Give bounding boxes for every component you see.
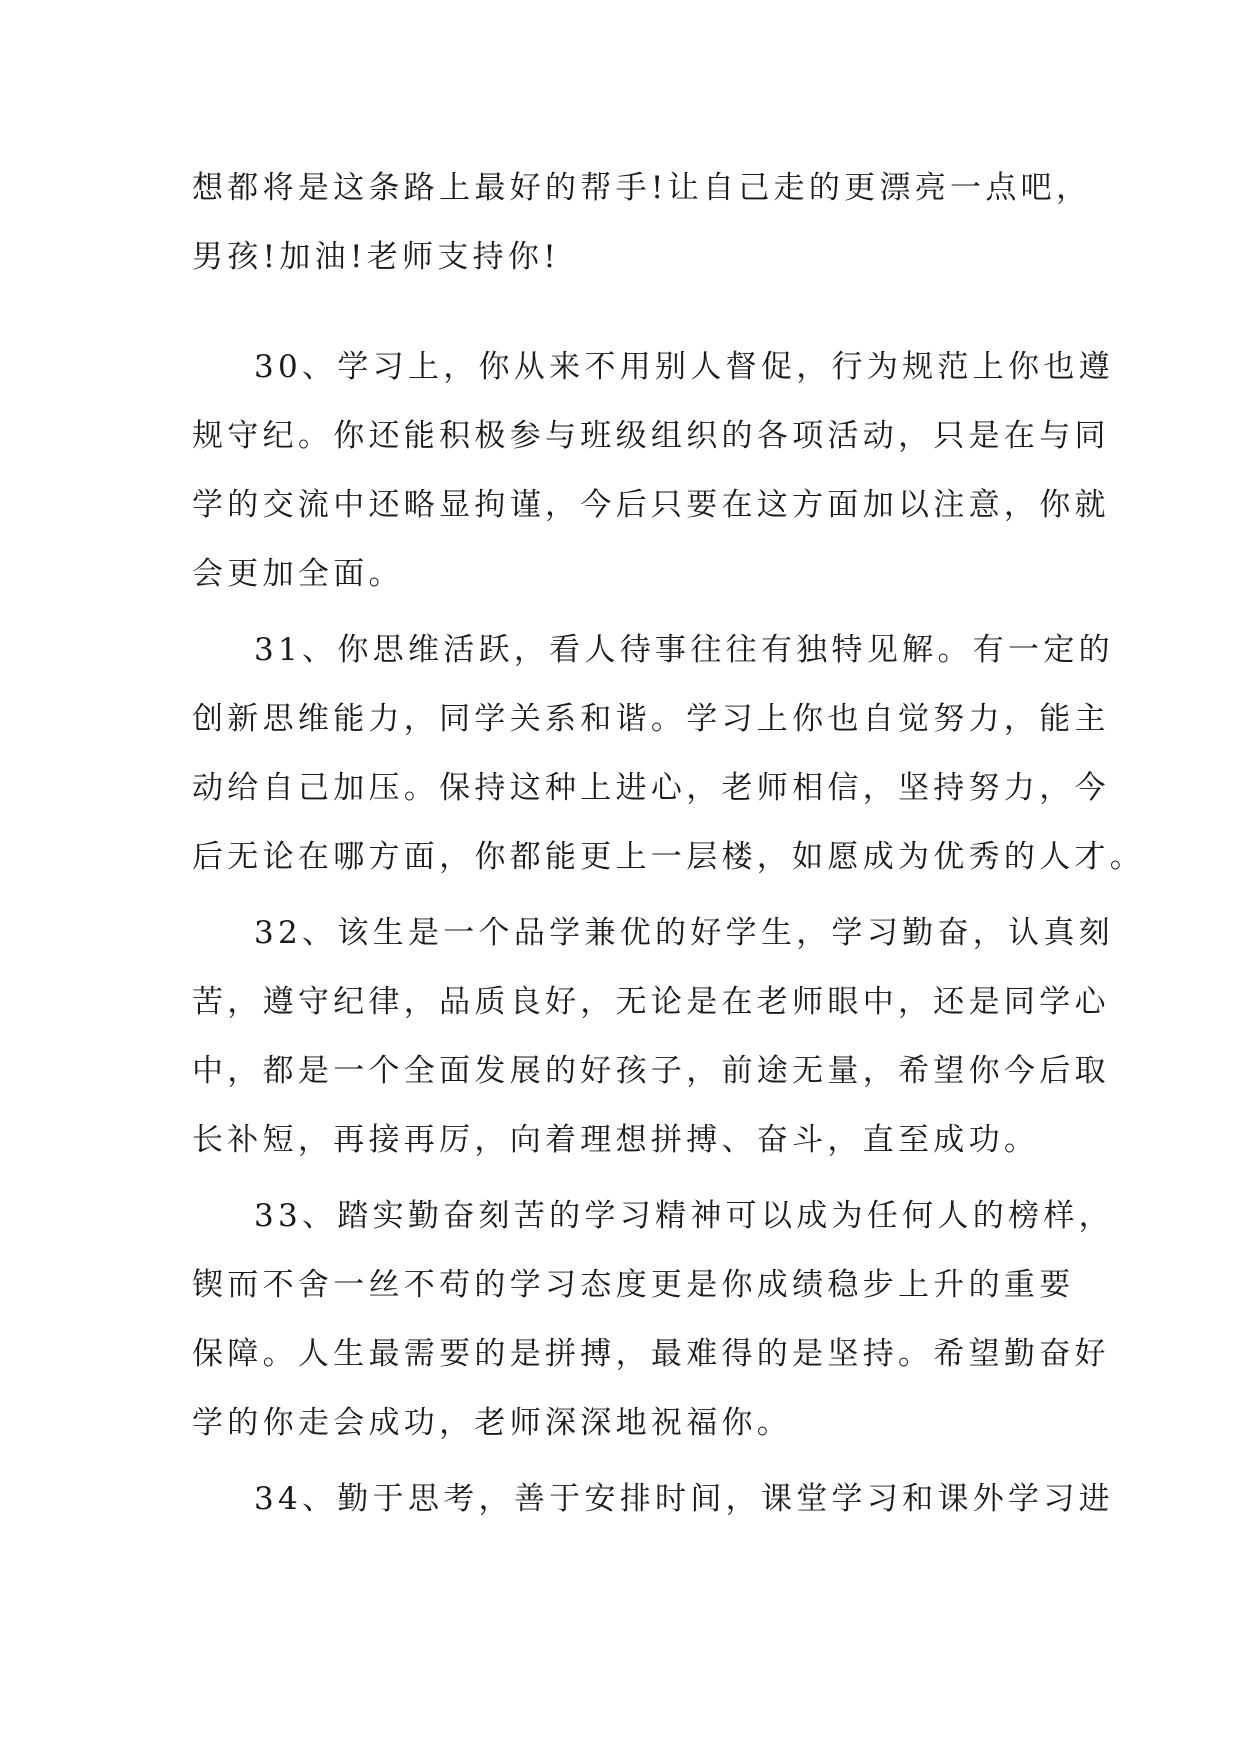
text-line: 30、学习上，你从来不用别人督促，行为规范上你也遵 [254, 349, 1114, 385]
text-line: 学的你走会成功，老师深深地祝福你。 [192, 1405, 793, 1441]
text-line: 创新思维能力，同学关系和谐。学习上你也自觉努力，能主 [192, 701, 1110, 737]
paragraph-item-30 [192, 333, 1114, 609]
text-line: 锲而不舍一丝不苟的学习态度更是你成绩稳步上升的重要 [192, 1267, 1075, 1303]
text-line: 苦，遵守纪律，品质良好，无论是在老师眼中，还是同学心 [192, 984, 1110, 1020]
text-line: 33、踏实勤奋刻苦的学习精神可以成为任何人的榜样， [254, 1198, 1114, 1234]
text-line: 会更加全面。 [192, 556, 404, 592]
text-line: 保障。人生最需要的是拼搏，最难得的是坚持。希望勤奋好 [192, 1336, 1110, 1372]
text-line: 31、你思维活跃，看人待事往往有独特见解。有一定的 [254, 632, 1114, 668]
text-line: 学的交流中还略显拘谨，今后只要在这方面加以注意，你就 [192, 487, 1110, 523]
text-line: 男孩!加油!老师支持你! [192, 239, 560, 275]
text-line: 后无论在哪方面，你都能更上一层楼，如愿成为优秀的人才。 [192, 839, 1146, 875]
paragraph-item-34 [192, 1465, 1114, 1534]
text-line: 规守纪。你还能积极参与班级组织的各项活动，只是在与同 [192, 418, 1110, 454]
text-line: 长补短，再接再厉，向着理想拼搏、奋斗，直至成功。 [192, 1122, 1040, 1158]
paragraph-item-33 [192, 1182, 1114, 1458]
paragraph-item-32 [192, 899, 1114, 1175]
text-line: 想都将是这条路上最好的帮手!让自己走的更漂亮一点吧， [192, 170, 1092, 206]
paragraph-continuation [192, 154, 1092, 292]
text-line: 动给自己加压。保持这种上进心，老师相信，坚持努力，今 [192, 770, 1110, 806]
paragraph-item-31 [192, 616, 1146, 892]
text-line: 34、勤于思考，善于安排时间，课堂学习和课外学习进 [254, 1481, 1114, 1517]
text-line: 中，都是一个全面发展的好孩子，前途无量，希望你今后取 [192, 1053, 1110, 1089]
text-line: 32、该生是一个品学兼优的好学生，学习勤奋，认真刻 [254, 915, 1114, 951]
